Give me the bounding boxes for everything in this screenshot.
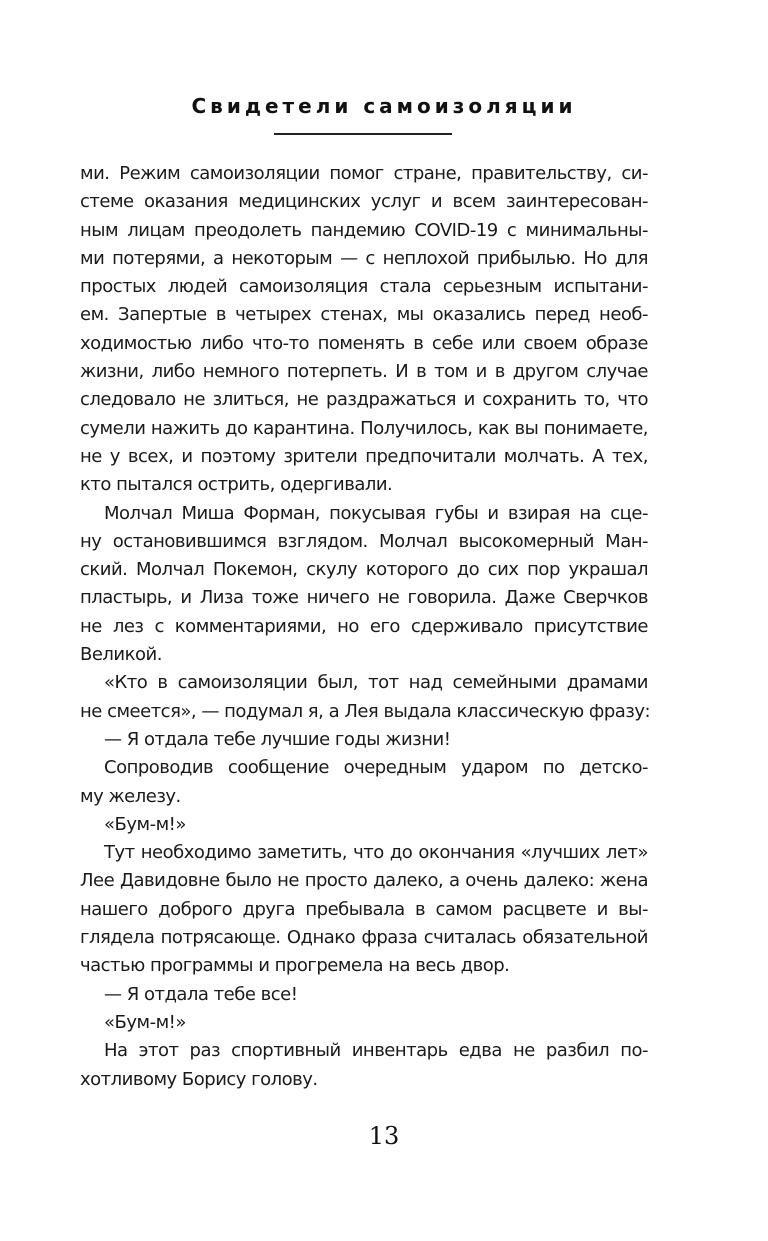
text-line: жизни, либо немного потерпеть. И в том и в другом случае (80, 361, 648, 383)
text-line: нашего доброго друга пребывала в самом расцвете и вы- (80, 898, 648, 920)
text-line: ми. Режим самоизоляции помог стране, правительству, си- (80, 163, 648, 184)
text-line: не смеется», — подумал я, а Лея выдала классическую фразу: (80, 700, 651, 722)
text-line: Молчал Миша Форман, покусывая губы и взирая на сце- (104, 502, 648, 524)
text-line: ну остановившимся взглядом. Молчал высокомерный Ман- (80, 530, 648, 552)
header-rule (274, 133, 452, 135)
text-line: ми потерями, а некоторым — с неплохой прибылью. Но для (80, 247, 648, 269)
running-head: Свидетели самоизоляции (191, 94, 577, 118)
text-line: сумели нажить до карантина. Получилось, как вы понимаете, (80, 417, 648, 439)
text-line: На этот раз спортивный инвентарь едва не разбил по- (104, 1040, 648, 1062)
text-line: не лез с комментариями, но его сдерживало присутствие (80, 615, 648, 637)
page-number: 13 (368, 1122, 400, 1150)
text-line: му железу. (80, 785, 181, 807)
text-line: ем. Запертые в четырех стенах, мы оказались перед необ- (80, 304, 648, 326)
text-line: Тут необходимо заметить, что до окончания «лучших лет» (104, 842, 648, 864)
text-line: «Бум-м!» (104, 1011, 186, 1033)
text-line: не у всех, и поэтому зрители предпочитали молчать. А тех, (80, 445, 648, 467)
text-line: — Я отдала тебе лучшие годы жизни! (104, 728, 451, 750)
text-line: Лее Давидовне было не просто далеко, а очень далеко: жена (80, 870, 648, 892)
text-line: ский. Молчал Покемон, скулу которого до сих пор украшал (80, 559, 648, 581)
text-line: следовало не злиться, не раздражаться и сохранить то, что (80, 389, 648, 411)
text-line: глядела потрясающе. Однако фраза считалась обязательной (80, 927, 648, 949)
text-line: «Кто в самоизоляции был, тот над семейными драмами (104, 672, 648, 694)
text-line: частью программы и прогремела на весь двор. (80, 955, 510, 977)
text-line: хотливому Борису голову. (80, 1068, 318, 1090)
body-text (80, 160, 651, 1094)
text-line: — Я отдала тебе все! (104, 983, 298, 1005)
text-line: простых людей самоизоляция стала серьезным испытани- (80, 276, 648, 298)
text-line: пластырь, и Лиза тоже ничего не говорила. Даже Сверчков (80, 587, 648, 609)
text-line: стеме оказания медицинских услуг и всем заинтересован- (80, 191, 648, 213)
text-line: Великой. (80, 644, 162, 666)
text-line: «Бум-м!» (104, 813, 186, 835)
text-line: ным лицам преодолеть пандемию COVID-19 с минимальны- (80, 219, 648, 241)
text-line: кто пытался острить, одергивали. (80, 474, 393, 496)
text-line: Сопроводив сообщение очередным ударом по детско- (104, 757, 648, 779)
text-line: ходимостью либо что-то поменять в себе или своем образе (80, 332, 648, 354)
